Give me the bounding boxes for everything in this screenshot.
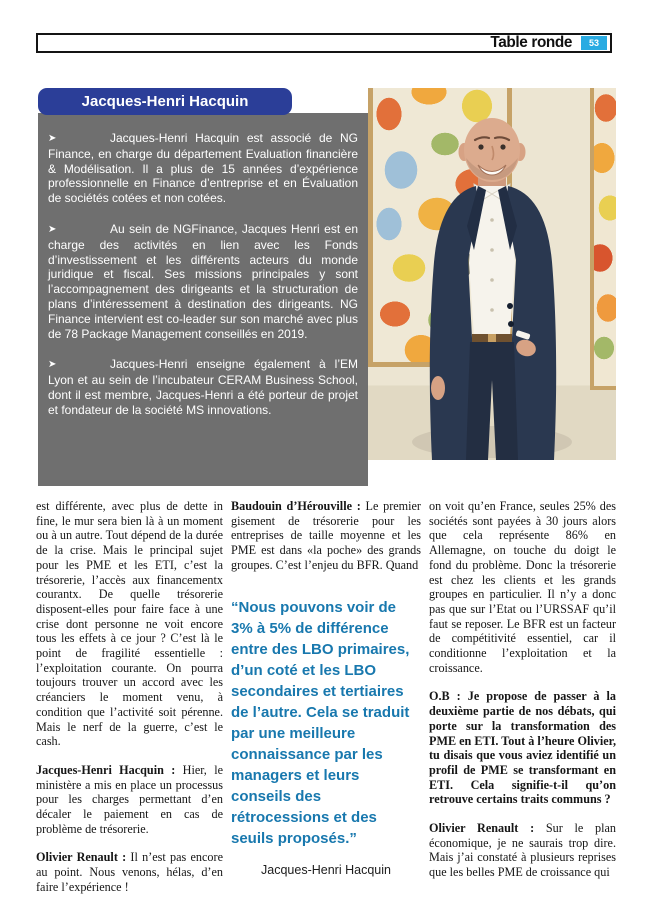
article-paragraph bbox=[429, 689, 616, 807]
section-title: Table ronde bbox=[490, 34, 572, 51]
bio-paragraph bbox=[48, 222, 358, 341]
paragraph-text: Sur le plan économique, je ne saurais trop dire. Mais j’ai constaté à plusieurs reprises que les belles PME de croissance qui bbox=[429, 821, 616, 880]
quote-attribution: Jacques-Henri Hacquin bbox=[261, 862, 391, 877]
man-portrait-illustration bbox=[368, 88, 616, 460]
bullet-arrow-icon: ➤ bbox=[48, 133, 57, 144]
paragraph-text: on voit qu’en France, seules 25% des sociétés sont payées à 30 jours alors que cela représente 86% en Allemagne, on touche du doigt le fond du problème. Donc la trésorerie est chez les clients et les grands groupes en particulier. Il n’y a donc pas que sur l’Etat ou l’URSSAF qu’il faut se reposer. Le BFR est un facteur de compétitivité essentiel, car il conditionne l’exploitation et la croissance. bbox=[429, 499, 616, 675]
speaker-name: O.B : bbox=[429, 689, 468, 704]
pull-quote: “Nous pouvons voir de 3% à 5% de différence entre des LBO primaires, d’un coté et les LBO secondaires et tertiaires de l’autre. Cela se traduit par une meilleure connaissance par les managers et leurs conseils des rétrocessions et des seuils proposés.” bbox=[231, 598, 410, 847]
speaker-name: Olivier Renault : bbox=[429, 821, 546, 836]
paragraph-text: est différente, avec plus de dette in fine, le mur sera bien là à un moment ou à un autre. Tout dépend de la durée de la crise. Mais le principal sujet pour les PME et les ETI, c’est la trésorerie, l’accès aux financementx courantx. De quelle trésorerie disposent-elles pour faire face à une crise dont personne ne voit encore tous les effets à ce jour ? C’est là le point de fragilité essentielle : l’exploitation courante. On pourra toujours trouver un accord avec les créanciers le moment venu, à condition que l’activité soit pérenne. Mais le nerf de la guerre, c’est le cash. bbox=[36, 499, 223, 749]
paragraph-text: Je propose de passer à la deuxième partie de nos débats, qui porte sur la transformation des PME en ETI. Tout à l’heure Olivier, tu disais que vous aviez identifié un profil de PME se transformant en ETI. Cela signifie-t-il qu’on retrouve certains traits communs ? bbox=[429, 689, 617, 807]
bullet-arrow-icon: ➤ bbox=[48, 223, 57, 235]
article-paragraph bbox=[36, 850, 223, 894]
article-paragraph bbox=[231, 499, 421, 573]
article-paragraph bbox=[429, 499, 616, 675]
article-paragraph bbox=[36, 763, 223, 837]
paragraph-text: Il n’est pas encore au point. Nous venons, hélas, d’en faire l’expérience ! bbox=[36, 850, 223, 894]
portrait-photo bbox=[368, 88, 616, 460]
profile-name-banner: Jacques-Henri Hacquin bbox=[38, 88, 292, 115]
article-paragraph bbox=[429, 821, 616, 880]
profile-bio-panel bbox=[38, 113, 368, 486]
bio-text: Jacques-Henri Hacquin est associé de NG Finance, en charge du département Evaluation financière & Modélisation. Il a plus de 15 années d’expérience professionnelle en Finance d’entreprise et en Évaluation de sociétés cotées et non cotées. bbox=[48, 131, 358, 206]
article-column-2 bbox=[231, 499, 421, 909]
article-columns bbox=[36, 499, 616, 909]
speaker-name: Baudouin d’Hérouville : bbox=[231, 499, 366, 513]
bio-paragraph bbox=[48, 131, 358, 206]
bio-text: Jacques-Henri enseigne également à l’EM Lyon et au sein de l’incubateur CERAM Business School, dont il est membre, Jacques-Henri a été porteur de projet et fondateur de la société MS innovations. bbox=[48, 357, 358, 417]
article-column-1 bbox=[36, 499, 223, 909]
speaker-name: Jacques-Henri Hacquin : bbox=[36, 762, 183, 777]
speaker-name: Olivier Renault : bbox=[36, 850, 131, 865]
page-header bbox=[36, 33, 612, 53]
article-column-3 bbox=[429, 499, 616, 909]
page-number-badge: 53 bbox=[581, 36, 607, 50]
paragraph-text: Le premier gisement de trésorerie pour les entreprises de taille moyenne et les PME est dans «la poche» des grands groupes. C’est l’enjeu du BFR. Quand bbox=[231, 499, 421, 572]
bio-paragraph bbox=[48, 357, 358, 417]
bullet-arrow-icon: ➤ bbox=[48, 359, 57, 371]
article-paragraph bbox=[36, 499, 223, 749]
bio-text: Au sein de NGFinance, Jacques Henri est en charge des activités en lien avec les Fonds d’investissement et les différents acteurs du monde juridique et fiscal. Ses missions principales y sont l’accompagnement des dirigeants et la structuration de plans d’intéressement à destination des dirigeants. NG Finance intervient est co-leader sur son marché avec plus de 78 Package Management conseillés en 2019. bbox=[48, 221, 358, 341]
paragraph-text: Hier, le ministère a mis en place un processus pour les charges permettant d’en décaler le paiement en cas de problème de trésorerie. bbox=[36, 762, 223, 836]
